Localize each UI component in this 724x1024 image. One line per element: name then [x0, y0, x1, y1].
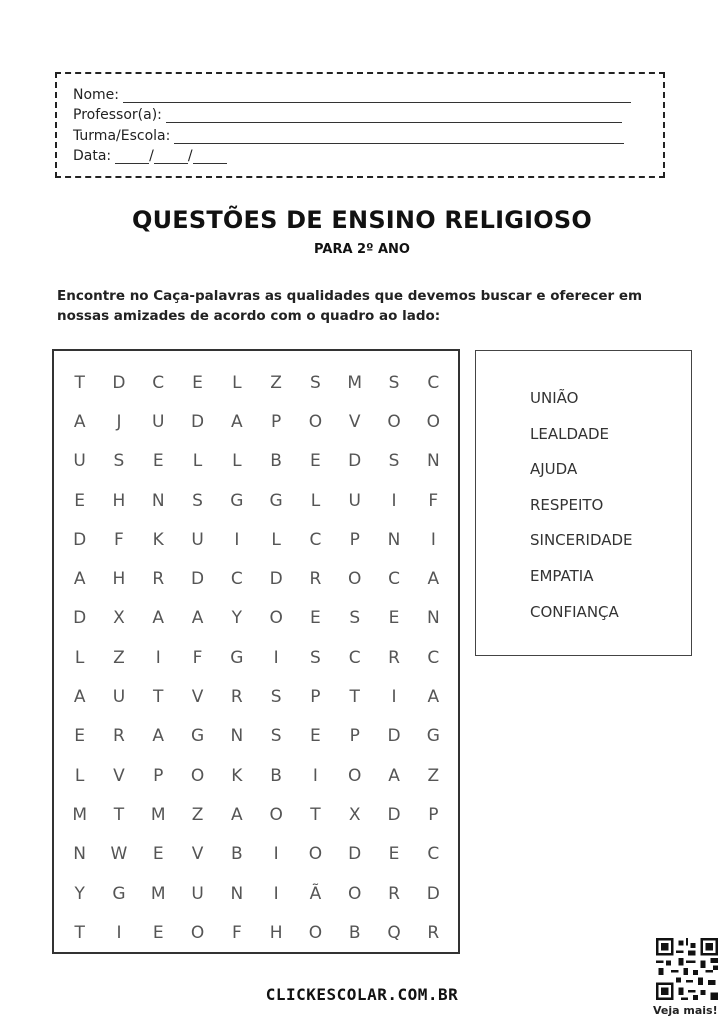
date-year-line[interactable]: [193, 149, 227, 164]
grid-cell[interactable]: C: [309, 529, 322, 550]
grid-cell[interactable]: N: [230, 883, 244, 904]
grid-cell[interactable]: L: [232, 372, 242, 393]
grid-cell[interactable]: E: [310, 608, 321, 629]
grid-cell[interactable]: I: [234, 529, 240, 550]
grid-cell[interactable]: V: [191, 687, 204, 708]
grid-cell[interactable]: L: [232, 451, 242, 472]
page-subtitle: PARA 2º ANO: [314, 242, 410, 257]
qr-label: Veja mais!: [653, 1004, 718, 1017]
grid-cell[interactable]: Z: [113, 647, 125, 668]
grid-cell[interactable]: R: [230, 687, 243, 708]
grid-cell[interactable]: P: [428, 804, 439, 825]
grid-cell[interactable]: L: [74, 765, 85, 786]
grid-cell[interactable]: G: [230, 647, 244, 668]
student-info-box: [55, 72, 665, 178]
grid-cell[interactable]: D: [73, 608, 87, 629]
grid-cell[interactable]: G: [230, 490, 244, 511]
grid-cell[interactable]: A: [231, 804, 243, 825]
date-month-line[interactable]: [154, 149, 188, 164]
grid-cell[interactable]: I: [430, 529, 436, 550]
grid-cell[interactable]: D: [112, 372, 126, 393]
grid-cell[interactable]: T: [74, 372, 85, 393]
grid-cell[interactable]: B: [270, 765, 282, 786]
grid-cell[interactable]: S: [270, 726, 282, 747]
grid-cell[interactable]: G: [112, 883, 126, 904]
grid-cell[interactable]: F: [428, 490, 439, 511]
grid-cell[interactable]: P: [349, 529, 360, 550]
grid-cell[interactable]: A: [388, 765, 400, 786]
teacher-label: Professor(a):: [73, 107, 162, 123]
grid-cell[interactable]: I: [273, 647, 279, 668]
grid-cell[interactable]: I: [391, 490, 397, 511]
grid-cell[interactable]: O: [308, 922, 323, 943]
grid-cell[interactable]: O: [308, 844, 323, 865]
grid-cell[interactable]: C: [348, 647, 361, 668]
grid-cell[interactable]: C: [388, 569, 400, 590]
grid-cell[interactable]: R: [427, 922, 440, 943]
grid-cell[interactable]: H: [269, 922, 283, 943]
grid-cell[interactable]: E: [388, 608, 400, 629]
grid-cell[interactable]: R: [113, 726, 125, 747]
grid-cell[interactable]: B: [348, 922, 361, 943]
grid-cell[interactable]: P: [349, 726, 360, 747]
grid-cell[interactable]: I: [273, 883, 279, 904]
grid-cell[interactable]: Z: [427, 765, 440, 786]
grid-cell[interactable]: W: [110, 844, 128, 865]
grid-cell[interactable]: N: [387, 529, 401, 550]
grid-cell[interactable]: L: [74, 647, 85, 668]
teacher-field-row: [73, 103, 663, 124]
grid-cell[interactable]: C: [427, 647, 440, 668]
grid-cell[interactable]: C: [427, 844, 440, 865]
grid-cell[interactable]: H: [112, 569, 126, 590]
grid-cell[interactable]: O: [190, 765, 205, 786]
grid-cell[interactable]: I: [273, 844, 279, 865]
grid-cell[interactable]: U: [152, 411, 165, 432]
grid-cell[interactable]: I: [312, 765, 318, 786]
grid-cell[interactable]: P: [310, 687, 321, 708]
word-list-item: LEALDADE: [530, 424, 610, 443]
grid-cell[interactable]: E: [310, 726, 321, 747]
grid-cell[interactable]: A: [191, 608, 204, 629]
grid-cell[interactable]: V: [113, 765, 125, 786]
grid-cell[interactable]: O: [269, 608, 283, 629]
grid-cell[interactable]: E: [310, 451, 321, 472]
grid-cell[interactable]: N: [151, 490, 165, 511]
grid-cell[interactable]: D: [269, 569, 283, 590]
grid-cell[interactable]: E: [152, 844, 164, 865]
grid-cell[interactable]: E: [74, 490, 86, 511]
grid-cell[interactable]: F: [231, 922, 242, 943]
grid-cell[interactable]: F: [114, 529, 124, 550]
grid-cell[interactable]: S: [349, 608, 361, 629]
grid-cell[interactable]: P: [271, 411, 282, 432]
grid-cell[interactable]: U: [73, 451, 86, 472]
grid-cell[interactable]: L: [310, 490, 321, 511]
word-list-item: SINCERIDADE: [530, 531, 633, 550]
date-separator: /: [187, 148, 193, 164]
grid-cell[interactable]: Y: [231, 608, 243, 629]
class-label: Turma/Escola:: [73, 127, 171, 144]
word-list-item: CONFIANÇA: [530, 602, 619, 621]
word-list-item: EMPATIA: [530, 566, 594, 585]
grid-cell[interactable]: I: [116, 922, 122, 943]
grid-cell[interactable]: M: [150, 804, 166, 825]
grid-cell[interactable]: L: [271, 529, 281, 550]
grid-cell[interactable]: S: [113, 451, 125, 472]
date-field-row: [73, 144, 663, 165]
grid-cell[interactable]: A: [152, 726, 165, 747]
grid-cell[interactable]: L: [192, 451, 203, 472]
grid-cell[interactable]: I: [155, 647, 161, 668]
grid-cell[interactable]: N: [426, 451, 440, 472]
name-line[interactable]: [123, 88, 631, 103]
grid-cell[interactable]: O: [348, 569, 362, 590]
grid-cell[interactable]: O: [426, 411, 441, 432]
grid-cell[interactable]: S: [388, 451, 400, 472]
grid-cell[interactable]: C: [427, 372, 440, 393]
grid-cell[interactable]: D: [190, 411, 205, 432]
grid-cell[interactable]: S: [310, 372, 321, 393]
qr-code-icon[interactable]: [656, 938, 718, 1000]
grid-cell[interactable]: C: [230, 569, 243, 590]
word-search-grid: [60, 363, 453, 952]
grid-cell[interactable]: A: [427, 569, 440, 590]
teacher-line[interactable]: [166, 108, 622, 123]
grid-cell[interactable]: T: [74, 922, 85, 943]
grid-cell[interactable]: R: [388, 647, 400, 668]
grid-cell[interactable]: K: [152, 529, 164, 550]
grid-cell[interactable]: N: [230, 726, 244, 747]
grid-cell[interactable]: D: [387, 804, 401, 825]
grid-cell[interactable]: D: [426, 883, 440, 904]
grid-cell[interactable]: B: [231, 844, 243, 865]
grid-cell[interactable]: R: [309, 569, 322, 590]
grid-cell[interactable]: M: [72, 804, 87, 825]
grid-cell[interactable]: U: [112, 687, 126, 708]
grid-cell[interactable]: O: [387, 411, 401, 432]
grid-cell[interactable]: N: [73, 844, 86, 865]
grid-cell[interactable]: T: [113, 804, 125, 825]
grid-cell[interactable]: A: [231, 411, 243, 432]
grid-cell[interactable]: G: [426, 726, 440, 747]
grid-cell[interactable]: S: [192, 490, 203, 511]
grid-cell[interactable]: Y: [74, 883, 85, 904]
grid-cell[interactable]: A: [73, 569, 86, 590]
grid-cell[interactable]: U: [348, 490, 361, 511]
grid-cell[interactable]: O: [190, 922, 205, 943]
grid-cell[interactable]: R: [152, 569, 165, 590]
grid-cell[interactable]: O: [348, 765, 362, 786]
grid-cell[interactable]: A: [73, 411, 86, 432]
grid-cell[interactable]: S: [388, 372, 400, 393]
grid-cell[interactable]: S: [310, 647, 321, 668]
grid-cell[interactable]: E: [74, 726, 86, 747]
date-day-line[interactable]: [115, 149, 149, 164]
grid-cell[interactable]: N: [426, 608, 440, 629]
class-field-row: [73, 123, 663, 144]
date-separator: /: [149, 148, 154, 164]
grid-cell[interactable]: D: [387, 726, 401, 747]
page-title: QUESTÕES DE ENSINO RELIGIOSO: [131, 206, 592, 234]
word-list-item: RESPEITO: [530, 495, 604, 514]
grid-cell[interactable]: A: [427, 687, 440, 708]
grid-cell[interactable]: Z: [191, 804, 204, 825]
word-list-item: AJUDA: [530, 460, 578, 479]
word-list-item: UNIÃO: [530, 389, 579, 407]
grid-cell[interactable]: X: [348, 804, 361, 825]
name-label: Nome:: [73, 86, 120, 103]
grid-cell[interactable]: V: [191, 844, 204, 865]
grid-cell[interactable]: D: [190, 569, 205, 590]
grid-cell[interactable]: V: [348, 411, 361, 432]
grid-cell[interactable]: Q: [387, 922, 401, 943]
grid-cell[interactable]: O: [348, 883, 362, 904]
grid-cell[interactable]: R: [388, 883, 400, 904]
grid-cell[interactable]: E: [192, 372, 203, 393]
grid-cell[interactable]: E: [388, 844, 400, 865]
grid-cell[interactable]: U: [191, 529, 204, 550]
grid-cell[interactable]: E: [152, 451, 164, 472]
grid-cell[interactable]: E: [152, 922, 164, 943]
site-footer: CLICKESCOLAR.COM.BR: [265, 985, 459, 1004]
grid-cell[interactable]: M: [150, 883, 166, 904]
grid-cell[interactable]: A: [152, 608, 165, 629]
grid-cell[interactable]: B: [270, 451, 282, 472]
grid-cell[interactable]: P: [153, 765, 164, 786]
grid-cell[interactable]: O: [308, 411, 323, 432]
grid-cell[interactable]: X: [113, 608, 125, 629]
name-field-row: [73, 82, 663, 103]
grid-cell[interactable]: H: [112, 490, 126, 511]
word-list: [530, 389, 633, 638]
grid-cell[interactable]: T: [153, 687, 164, 708]
grid-cell[interactable]: D: [73, 529, 87, 550]
grid-cell[interactable]: O: [269, 804, 283, 825]
grid-cell[interactable]: D: [348, 844, 362, 865]
grid-cell[interactable]: S: [270, 687, 282, 708]
grid-cell[interactable]: Z: [270, 372, 282, 393]
instructions: Encontre no Caça-palavras as qualidades que devemos buscar e oferecer em nossas amizades de acordo com o quadro ao lado:: [57, 288, 643, 324]
grid-cell[interactable]: D: [348, 451, 362, 472]
class-line[interactable]: [174, 129, 624, 144]
word-search-box: [52, 349, 460, 954]
word-list-box: [475, 350, 692, 656]
grid-cell[interactable]: T: [310, 804, 321, 825]
grid-cell[interactable]: F: [192, 647, 203, 668]
grid-cell[interactable]: K: [231, 765, 243, 786]
grid-cell[interactable]: I: [391, 687, 397, 708]
grid-cell[interactable]: T: [349, 687, 360, 708]
grid-cell[interactable]: Ã: [309, 883, 322, 904]
grid-cell[interactable]: U: [191, 883, 204, 904]
grid-cell[interactable]: A: [73, 687, 86, 708]
grid-cell[interactable]: G: [269, 490, 283, 511]
grid-cell[interactable]: M: [347, 372, 363, 393]
date-label: Data:: [73, 148, 112, 164]
grid-cell[interactable]: G: [190, 726, 205, 747]
grid-cell[interactable]: C: [152, 372, 165, 393]
grid-cell[interactable]: J: [116, 411, 122, 432]
